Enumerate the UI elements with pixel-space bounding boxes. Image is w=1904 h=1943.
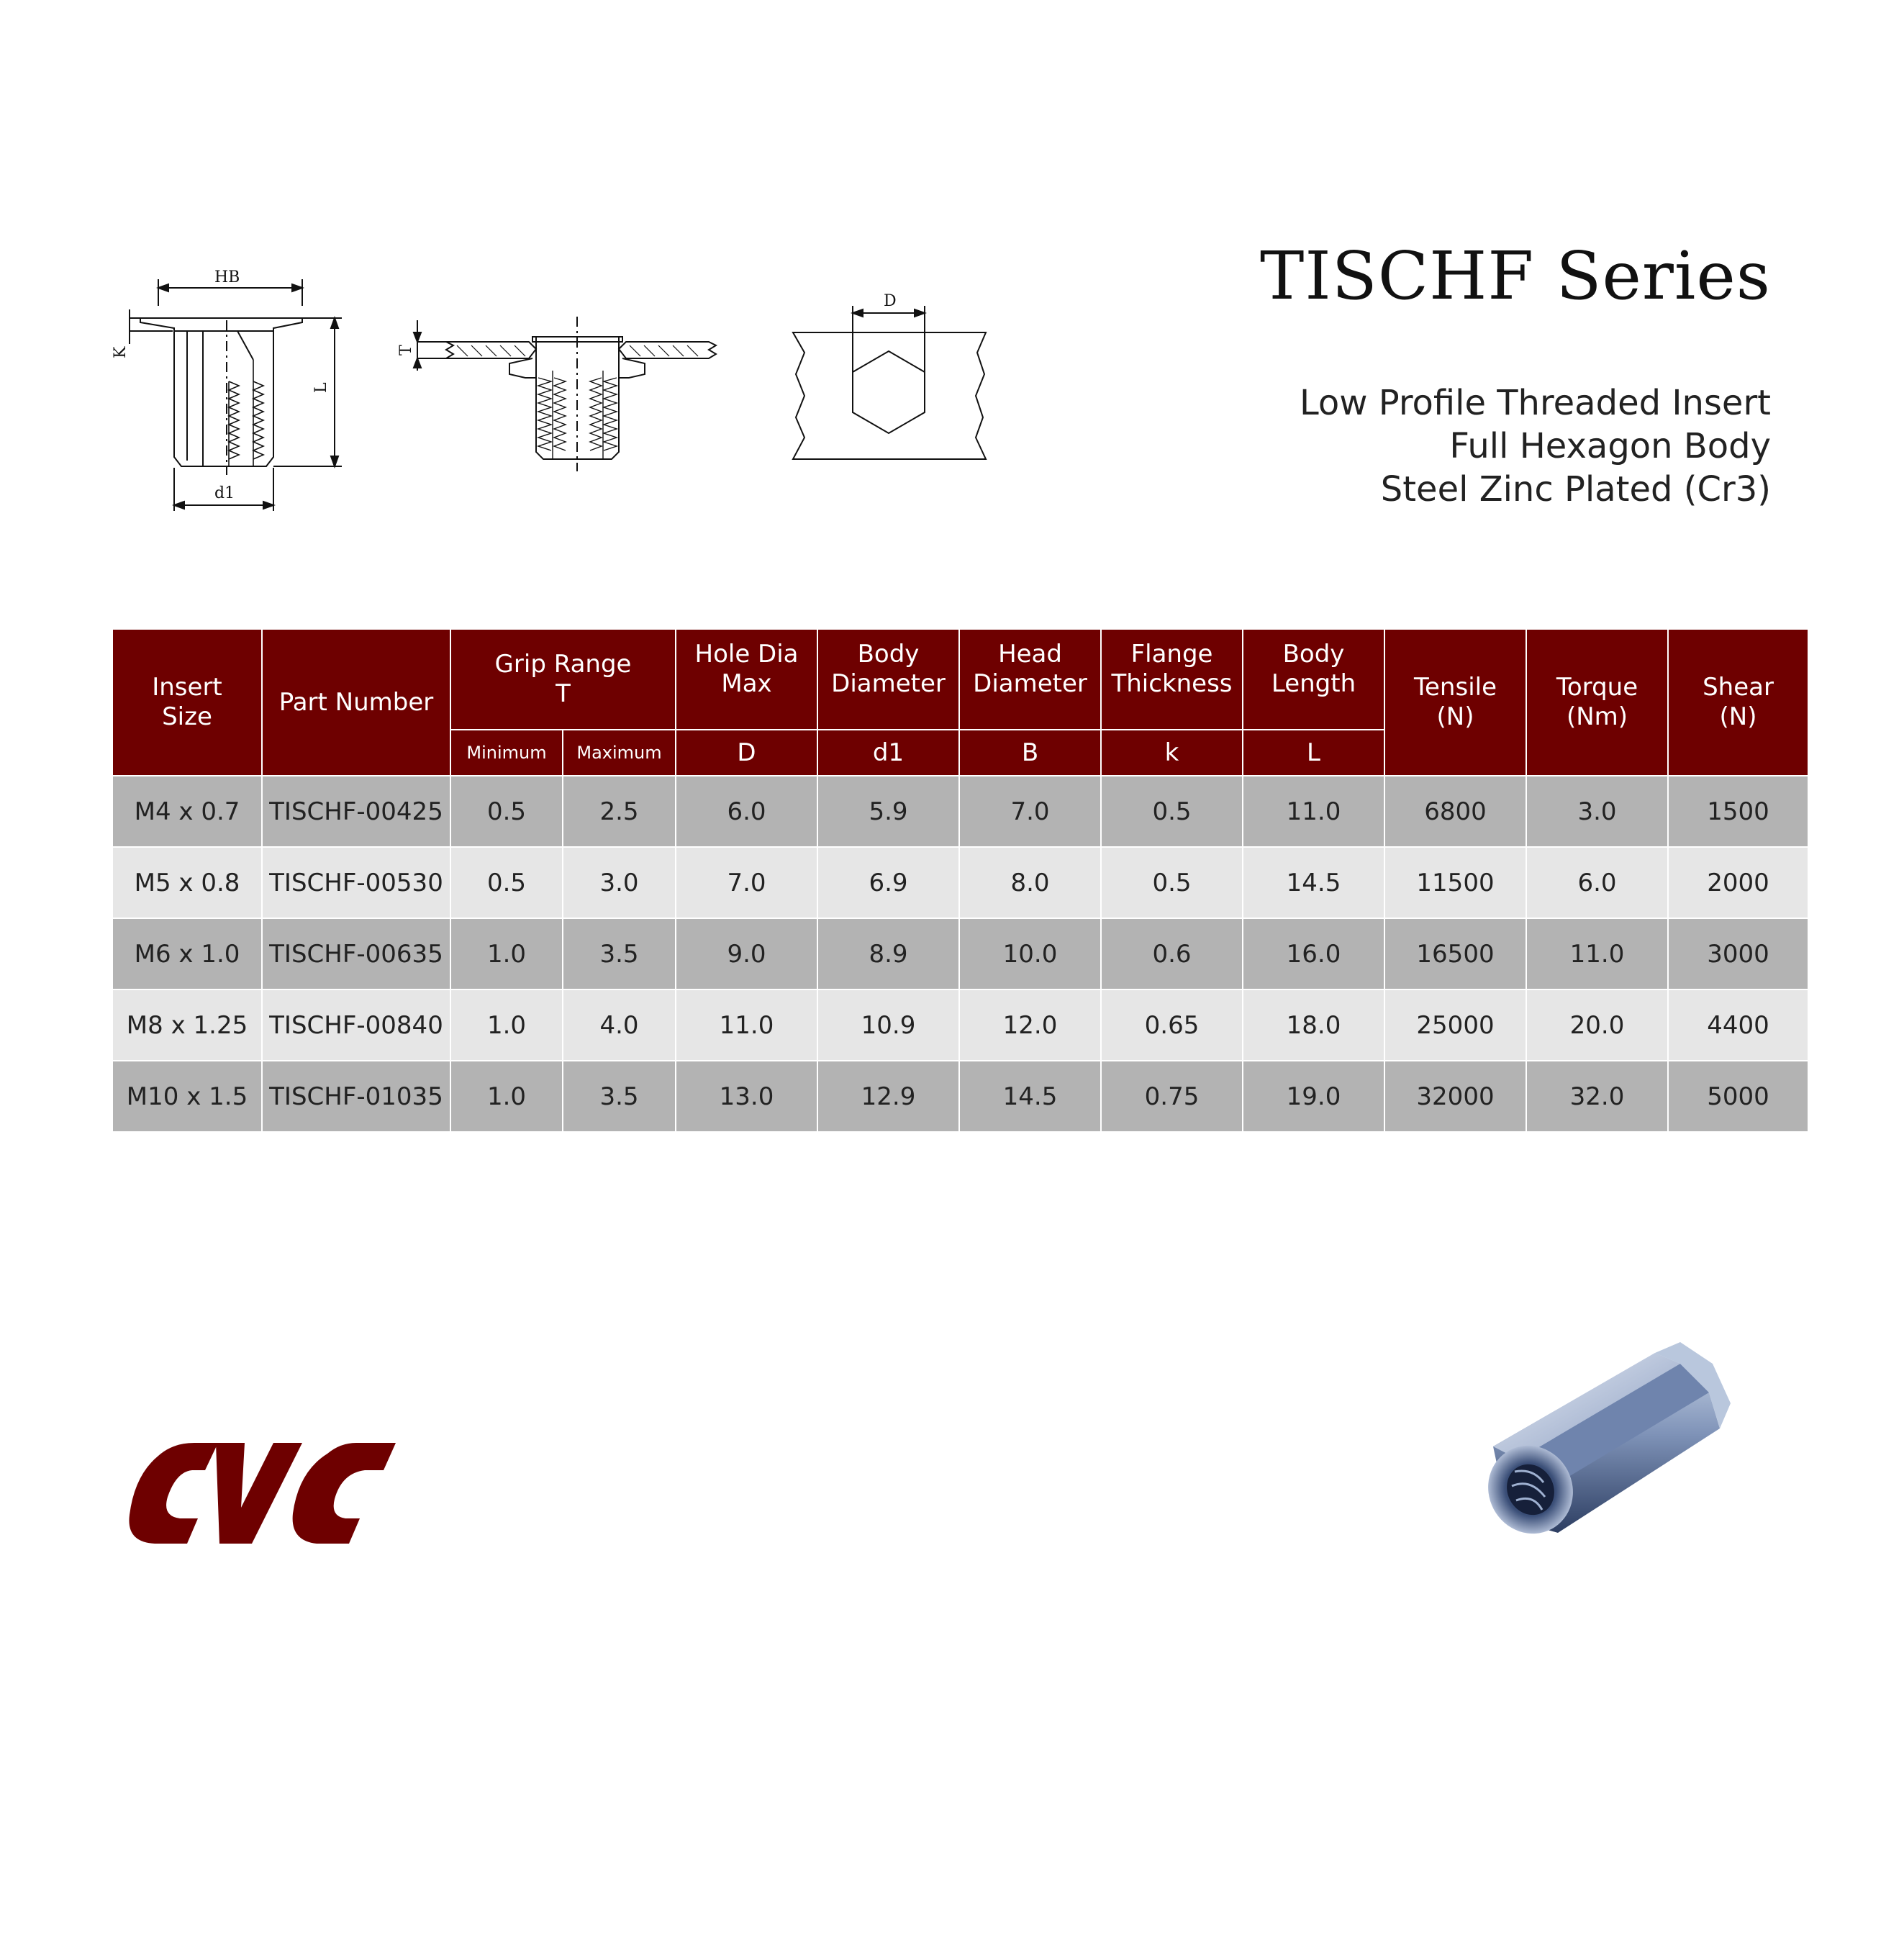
- table-row: [112, 918, 1808, 989]
- cell-tensile: 6800: [1384, 776, 1526, 847]
- dim-label-d1: d1: [214, 484, 235, 502]
- spec-table-body: [112, 776, 1808, 1131]
- cell-insert-size: M6 x 1.0: [112, 918, 262, 989]
- cell-grip-min: 0.5: [450, 847, 563, 918]
- col-header-insert-size: Insert Size: [112, 630, 262, 776]
- cell-flange-thickness: 0.65: [1101, 989, 1243, 1061]
- cell-insert-size: M5 x 0.8: [112, 847, 262, 918]
- col-header-hole-dia: Hole Dia Max: [676, 630, 817, 730]
- cell-hole-dia: 6.0: [676, 776, 817, 847]
- dim-label-hb: HB: [214, 268, 240, 286]
- cell-body-diameter: 12.9: [817, 1061, 959, 1131]
- cell-torque: 6.0: [1526, 847, 1668, 918]
- cell-grip-min: 1.0: [450, 918, 563, 989]
- col-header-head-diameter: Head Diameter: [959, 630, 1101, 730]
- cell-tensile: 32000: [1384, 1061, 1526, 1131]
- table-row: [112, 776, 1808, 847]
- col-header-tensile: Tensile (N): [1384, 630, 1526, 776]
- cell-grip-max: 3.5: [563, 918, 676, 989]
- col-header-grip-min: Minimum: [450, 730, 563, 776]
- cell-hole-dia: 9.0: [676, 918, 817, 989]
- cell-body-diameter: 5.9: [817, 776, 959, 847]
- cell-grip-min: 1.0: [450, 989, 563, 1061]
- col-header-grip-range: Grip Range T: [450, 630, 676, 730]
- cell-body-length: 14.5: [1243, 847, 1384, 918]
- side-section-drawing: [101, 259, 360, 518]
- dim-label-k: K: [112, 346, 130, 358]
- cell-insert-size: M4 x 0.7: [112, 776, 262, 847]
- cell-head-diameter: 7.0: [959, 776, 1101, 847]
- cell-tensile: 11500: [1384, 847, 1526, 918]
- cell-head-diameter: 8.0: [959, 847, 1101, 918]
- cell-shear: 3000: [1668, 918, 1808, 989]
- cell-body-length: 19.0: [1243, 1061, 1384, 1131]
- col-header-shear: Shear (N): [1668, 630, 1808, 776]
- cell-grip-max: 4.0: [563, 989, 676, 1061]
- cell-flange-thickness: 0.75: [1101, 1061, 1243, 1131]
- cell-part-number: TISCHF-00840: [262, 989, 450, 1061]
- col-header-grip-max: Maximum: [563, 730, 676, 776]
- cell-head-diameter: 14.5: [959, 1061, 1101, 1131]
- col-header-body-diameter: Body Diameter: [817, 630, 959, 730]
- spec-table: [112, 630, 1809, 1131]
- page-title: TISCHF Series: [1260, 237, 1771, 314]
- cell-head-diameter: 12.0: [959, 989, 1101, 1061]
- cell-shear: 4400: [1668, 989, 1808, 1061]
- cell-hole-dia: 7.0: [676, 847, 817, 918]
- cell-part-number: TISCHF-01035: [262, 1061, 450, 1131]
- col-symbol-flange-thickness: k: [1101, 730, 1243, 776]
- cell-flange-thickness: 0.6: [1101, 918, 1243, 989]
- cell-torque: 20.0: [1526, 989, 1668, 1061]
- product-subtitle: [1300, 381, 1771, 511]
- cell-insert-size: M8 x 1.25: [112, 989, 262, 1061]
- cell-part-number: TISCHF-00530: [262, 847, 450, 918]
- hole-section-drawing: [784, 281, 1000, 468]
- dim-label-d: D: [884, 292, 897, 310]
- table-row: [112, 1061, 1808, 1131]
- cell-grip-max: 2.5: [563, 776, 676, 847]
- cell-hole-dia: 11.0: [676, 989, 817, 1061]
- cell-body-diameter: 8.9: [817, 918, 959, 989]
- col-header-torque: Torque (Nm): [1526, 630, 1668, 776]
- col-header-part-number: Part Number: [262, 630, 450, 776]
- cell-head-diameter: 10.0: [959, 918, 1101, 989]
- table-row: [112, 847, 1808, 918]
- cell-shear: 5000: [1668, 1061, 1808, 1131]
- col-header-body-length: Body Length: [1243, 630, 1384, 730]
- product-photo: [1464, 1324, 1745, 1565]
- col-symbol-head-diameter: B: [959, 730, 1101, 776]
- cell-hole-dia: 13.0: [676, 1061, 817, 1131]
- cell-torque: 3.0: [1526, 776, 1668, 847]
- dim-label-l: L: [312, 382, 330, 393]
- cvc-logo: [126, 1436, 399, 1554]
- subtitle-line: Low Profile Threaded Insert: [1299, 383, 1771, 423]
- installed-section-drawing: [389, 309, 727, 475]
- cell-body-diameter: 6.9: [817, 847, 959, 918]
- subtitle-line: Full Hexagon Body: [1449, 426, 1771, 466]
- cell-grip-min: 0.5: [450, 776, 563, 847]
- dim-label-t: T: [397, 345, 415, 355]
- cell-body-diameter: 10.9: [817, 989, 959, 1061]
- cell-part-number: TISCHF-00635: [262, 918, 450, 989]
- col-header-flange-thickness: Flange Thickness: [1101, 630, 1243, 730]
- cell-torque: 11.0: [1526, 918, 1668, 989]
- cell-tensile: 16500: [1384, 918, 1526, 989]
- cell-body-length: 18.0: [1243, 989, 1384, 1061]
- cell-shear: 1500: [1668, 776, 1808, 847]
- cell-insert-size: M10 x 1.5: [112, 1061, 262, 1131]
- cell-body-length: 11.0: [1243, 776, 1384, 847]
- cell-grip-max: 3.5: [563, 1061, 676, 1131]
- subtitle-line: Steel Zinc Plated (Cr3): [1380, 469, 1771, 509]
- cell-grip-min: 1.0: [450, 1061, 563, 1131]
- cell-torque: 32.0: [1526, 1061, 1668, 1131]
- cell-body-length: 16.0: [1243, 918, 1384, 989]
- cell-shear: 2000: [1668, 847, 1808, 918]
- col-symbol-body-length: L: [1243, 730, 1384, 776]
- table-row: [112, 989, 1808, 1061]
- cell-flange-thickness: 0.5: [1101, 847, 1243, 918]
- cell-flange-thickness: 0.5: [1101, 776, 1243, 847]
- col-symbol-body-diameter: d1: [817, 730, 959, 776]
- cell-grip-max: 3.0: [563, 847, 676, 918]
- cell-tensile: 25000: [1384, 989, 1526, 1061]
- cell-part-number: TISCHF-00425: [262, 776, 450, 847]
- col-symbol-hole: D: [676, 730, 817, 776]
